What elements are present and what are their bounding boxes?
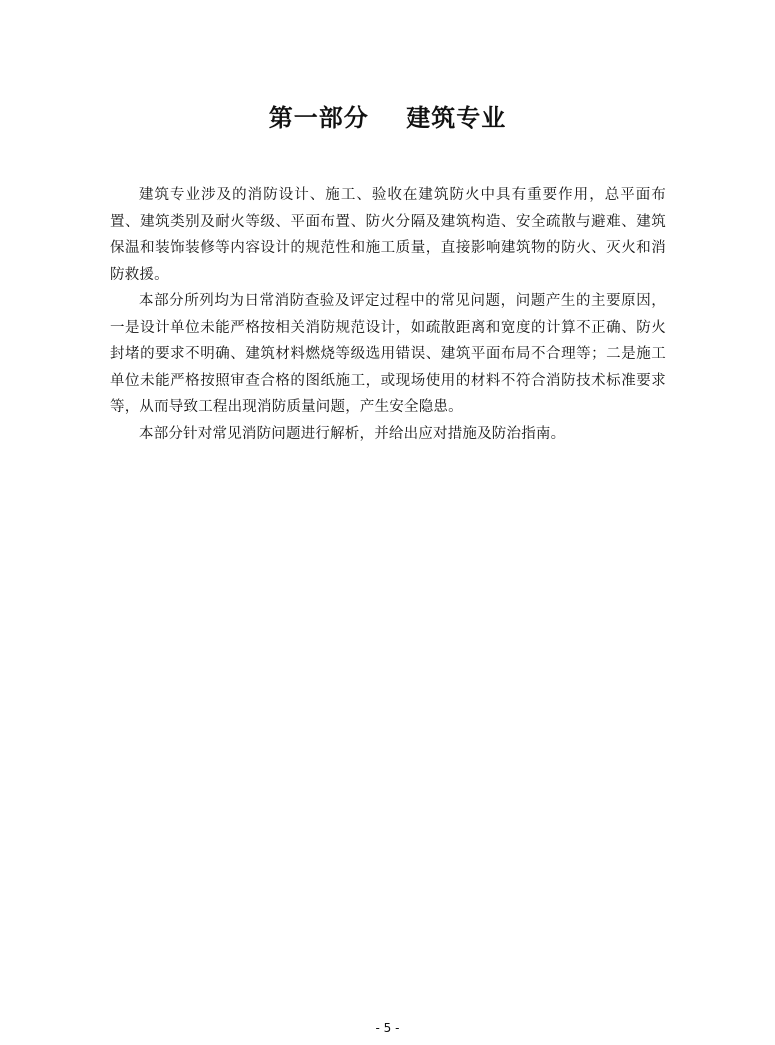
paragraph-problems: 本部分所列均为日常消防查验及评定过程中的常见问题，问题产生的主要原因，一是设计单位未能严格按相关消防规范设计，如疏散距离和宽度的计算不正确、防火封堵的要求不明确、建筑材料燃烧等级选用错误、建筑平面布局不合理等；二是施工单位未能严格按照审查合格的图纸施工，或现场使用的材料不符合消防技术标准要求等，从而导致工程出现消防质量问题，产生安全隐患。	[110, 293, 666, 415]
paragraph-scope: 本部分针对常见消防问题进行解析，并给出应对措施及防治指南。	[139, 425, 566, 442]
paragraph-intro: 建筑专业涉及的消防设计、施工、验收在建筑防火中具有重要作用，总平面布置、建筑类别及耐火等级、平面布置、防火分隔及建筑构造、安全疏散与避难、建筑保温和装饰装修等内容设计的规范性和施工质量，直接影响建筑物的防火、灭火和消防救援。	[110, 187, 666, 283]
page-number: - 5 -	[375, 1021, 400, 1035]
body-text	[110, 182, 666, 447]
section-title: 第一部分 建筑专业	[268, 103, 507, 132]
